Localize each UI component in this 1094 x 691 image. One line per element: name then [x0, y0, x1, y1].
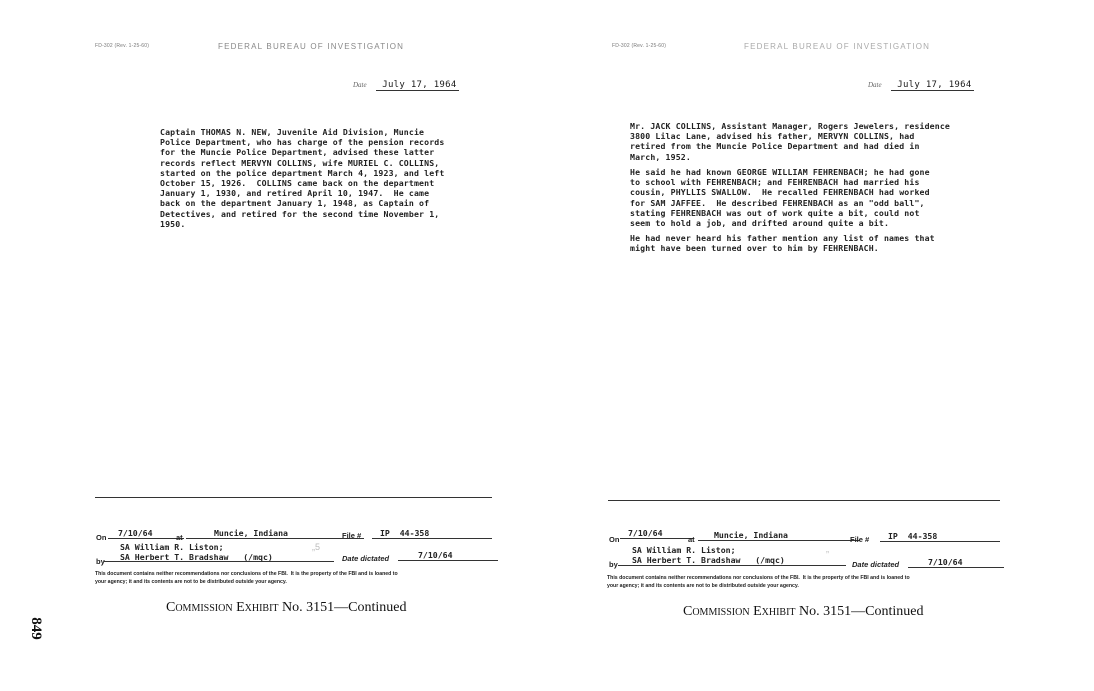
file-label: File # — [342, 531, 362, 540]
exhibit-caption — [683, 604, 923, 620]
agency-header: FEDERAL BUREAU OF INVESTIGATION — [744, 42, 931, 51]
on-label: On — [96, 533, 107, 542]
date-label: Date — [353, 81, 367, 89]
disclaimer: This document contains neither recommendations nor conclusions of the FBI. It is the property of the FBI and is loaned to your agency; it and its contents are not to be distributed outside your agency. — [607, 575, 910, 589]
agency-header: FEDERAL BUREAU OF INVESTIGATION — [218, 42, 405, 51]
report-paragraph-2: He said he had known GEORGE WILLIAM FEHRENBACH; he had gone to school with FEHRENBACH; and FEHRENBACH had married his cousin, PHYLLIS SWALLOW. He recalled FEHRENBACH had worked for SAM JAFFEE. He described FEHRENBACH as an "odd ball", stating FEHRENBACH was out of work quite a bit, could not seem to hold a job, and drifted around quite a bit. — [630, 167, 930, 229]
agents-underline — [618, 565, 846, 566]
on-label: On — [609, 535, 620, 544]
form-code: FD-302 (Rev. 1-25-60) — [95, 43, 150, 49]
agents: SA William R. Liston; SA Herbert T. Bradshaw (/mqc) — [120, 542, 273, 562]
handwritten-initials: „ — [826, 544, 829, 554]
date-dictated-value: 7/10/64 — [398, 550, 498, 561]
handwritten-initials: „5 — [312, 542, 321, 552]
exhibit-prefix: Commission Exhibit — [166, 600, 279, 615]
report-date — [353, 72, 459, 91]
file-label: File # — [850, 535, 870, 544]
report-paragraph-3: He had never heard his father mention any list of names that might have been turned over to him by FEHRENBACH. — [630, 233, 935, 254]
divider-line — [608, 500, 1000, 501]
date-dictated-label: Date dictated — [342, 554, 390, 563]
at-label: at — [688, 535, 695, 544]
exhibit-suffix: No. 3151—Continued — [799, 604, 924, 619]
at-value: Muncie, Indiana — [698, 530, 860, 541]
by-label: by — [96, 557, 105, 566]
on-value: 7/10/64 — [108, 528, 184, 539]
report-date — [868, 72, 974, 91]
at-value: Muncie, Indiana — [186, 528, 364, 539]
divider-line — [95, 497, 492, 498]
date-label: Date — [868, 81, 882, 89]
disclaimer: This document contains neither recommendations nor conclusions of the FBI. It is the property of the FBI and is loaned to your agency; it and its contents are not to be distributed outside your agency. — [95, 571, 398, 585]
date-value: July 17, 1964 — [891, 80, 973, 91]
page-number: 849 — [27, 617, 44, 640]
report-paragraph-1: Captain THOMAS N. NEW, Juvenile Aid Division, Muncie Police Department, who has charge of the pension records for the Muncie Police Department, advised these latter records reflect MERVYN COLLINS, wife MURIEL C. COLLINS, started on the police department March 4, 1923, and left October 15, 1926. COLLINS came back on the department January 1, 1930, and retired April 10, 1947. He came back on the department January 1, 1948, as Captain of Detectives, and retired for the second time November 1, 1950. — [160, 127, 445, 229]
on-value: 7/10/64 — [620, 528, 694, 539]
agents: SA William R. Liston; SA Herbert T. Bradshaw (/mqc) — [632, 545, 785, 565]
at-label: at — [176, 533, 183, 542]
file-value: IP 44-358 — [372, 528, 492, 539]
report-paragraph-1: Mr. JACK COLLINS, Assistant Manager, Rogers Jewelers, residence 3800 Lilac Lane, advised his father, MERVYN COLLINS, had retired from the Muncie Police Department and had died in March, 1952. — [630, 121, 950, 162]
exhibit-suffix: No. 3151—Continued — [282, 600, 407, 615]
exhibit-caption — [166, 600, 406, 616]
by-label: by — [609, 560, 618, 569]
form-code: FD-302 (Rev. 1-25-60) — [612, 43, 667, 49]
agents-underline — [104, 561, 334, 562]
date-value: July 17, 1964 — [376, 80, 458, 91]
file-value: IP 44-358 — [880, 531, 1000, 542]
date-dictated-label: Date dictated — [852, 560, 900, 569]
exhibit-prefix: Commission Exhibit — [683, 604, 796, 619]
date-dictated-value: 7/10/64 — [908, 557, 1004, 568]
